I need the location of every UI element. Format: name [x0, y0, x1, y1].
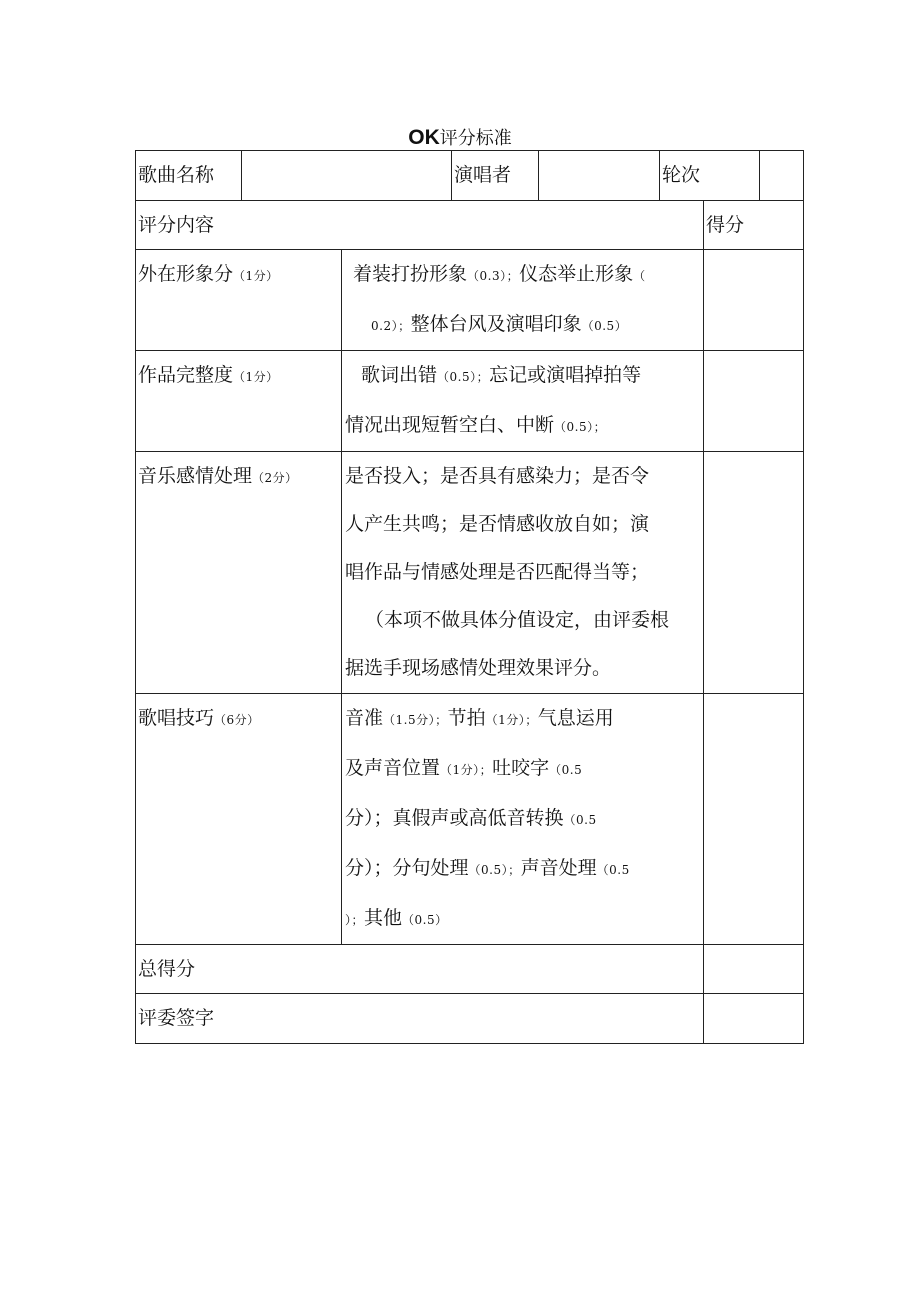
- text-fragment: （0.3）；: [467, 269, 520, 283]
- emotion-label: 音乐感情处理: [138, 465, 253, 487]
- technique-content: [342, 694, 704, 945]
- appearance-row: [136, 250, 804, 351]
- completeness-content: [342, 351, 704, 452]
- emotion-row: [136, 452, 804, 694]
- text-fragment: 歌词出错: [361, 364, 438, 386]
- text-fragment: 整体台风及演唱印象: [410, 313, 582, 335]
- emotion-score[interactable]: [704, 452, 804, 694]
- text-fragment: （0.5: [563, 813, 597, 827]
- total-row: [136, 945, 804, 994]
- text-fragment: 音准: [345, 707, 384, 729]
- appearance-points: （1分）: [233, 269, 279, 283]
- text-fragment: 吐咬字: [492, 757, 550, 779]
- text-fragment: 分句处理: [392, 857, 469, 879]
- table-head-row: [136, 201, 804, 250]
- technique-score[interactable]: [704, 694, 804, 945]
- text-fragment: （: [633, 269, 646, 283]
- round-field[interactable]: [760, 151, 804, 201]
- text-fragment: （0.5）: [402, 913, 448, 927]
- text-fragment: 人产生共鸣；是否情感收放自如；演: [345, 513, 650, 535]
- song-name-label: 歌曲名称: [136, 151, 242, 201]
- document-title: [0, 123, 920, 153]
- text-fragment: （1.5分）；: [383, 713, 448, 727]
- technique-row: [136, 694, 804, 945]
- text-fragment: （0.5）；: [437, 370, 490, 384]
- singer-label: 演唱者: [452, 151, 539, 201]
- score-heading: 得分: [704, 201, 804, 250]
- text-fragment: （0.5）；: [468, 863, 521, 877]
- emotion-label-cell: [136, 452, 342, 694]
- text-fragment: 着装打扮形象: [353, 263, 468, 285]
- text-fragment: 仪态举止形象: [519, 263, 634, 285]
- completeness-score[interactable]: [704, 351, 804, 452]
- technique-points: （6分）: [214, 713, 260, 727]
- text-fragment: （本项不做具体分值设定，由评委根: [365, 609, 670, 631]
- appearance-content: [342, 250, 704, 351]
- completeness-label: 作品完整度: [138, 364, 234, 386]
- text-fragment: （0.5）；: [554, 420, 607, 434]
- title-text: 评分标准: [439, 128, 512, 149]
- text-fragment: 是否投入；是否具有感染力；是否令: [345, 465, 650, 487]
- text-fragment: （0.5: [549, 763, 583, 777]
- completeness-row: [136, 351, 804, 452]
- text-fragment: 及声音位置: [345, 757, 441, 779]
- technique-label-cell: [136, 694, 342, 945]
- text-fragment: 气息运用: [537, 707, 614, 729]
- text-fragment: 其他: [364, 907, 403, 929]
- scoring-table: [135, 150, 804, 1044]
- completeness-label-cell: [136, 351, 342, 452]
- appearance-label: 外在形象分: [138, 263, 234, 285]
- text-fragment: 忘记或演唱掉拍等: [489, 364, 642, 386]
- text-fragment: 情况出现短暂空白、中断: [345, 414, 555, 436]
- appearance-label-cell: [136, 250, 342, 351]
- round-label: 轮次: [660, 151, 760, 201]
- signature-label: 评委签字: [136, 994, 704, 1044]
- appearance-score[interactable]: [704, 250, 804, 351]
- text-fragment: 唱作品与情感处理是否匹配得当等；: [345, 561, 650, 583]
- completeness-points: （1分）: [233, 370, 279, 384]
- text-fragment: 真假声或高低音转换: [392, 807, 564, 829]
- total-label: 总得分: [136, 945, 704, 994]
- technique-label: 歌唱技巧: [138, 707, 215, 729]
- title-ok: OK: [408, 126, 440, 149]
- song-name-field[interactable]: [242, 151, 452, 201]
- text-fragment: 声音处理: [520, 857, 597, 879]
- text-fragment: 节拍: [447, 707, 486, 729]
- text-fragment: 据选手现场感情处理效果评分。: [345, 657, 612, 679]
- text-fragment: 分）；: [345, 857, 393, 879]
- total-score[interactable]: [704, 945, 804, 994]
- text-fragment: （1分）；: [485, 713, 538, 727]
- text-fragment: 分）；: [345, 807, 393, 829]
- text-fragment: ）；: [345, 913, 365, 927]
- emotion-points: （2分）: [252, 471, 298, 485]
- content-heading: 评分内容: [136, 201, 704, 250]
- singer-field[interactable]: [539, 151, 660, 201]
- text-fragment: 0.2）；: [371, 319, 411, 333]
- text-fragment: （0.5）: [581, 319, 628, 333]
- text-fragment: （0.5: [596, 863, 630, 877]
- text-fragment: （1分）；: [440, 763, 493, 777]
- signature-field[interactable]: [704, 994, 804, 1044]
- header-row: [136, 151, 804, 201]
- signature-row: [136, 994, 804, 1044]
- emotion-content: [342, 452, 704, 694]
